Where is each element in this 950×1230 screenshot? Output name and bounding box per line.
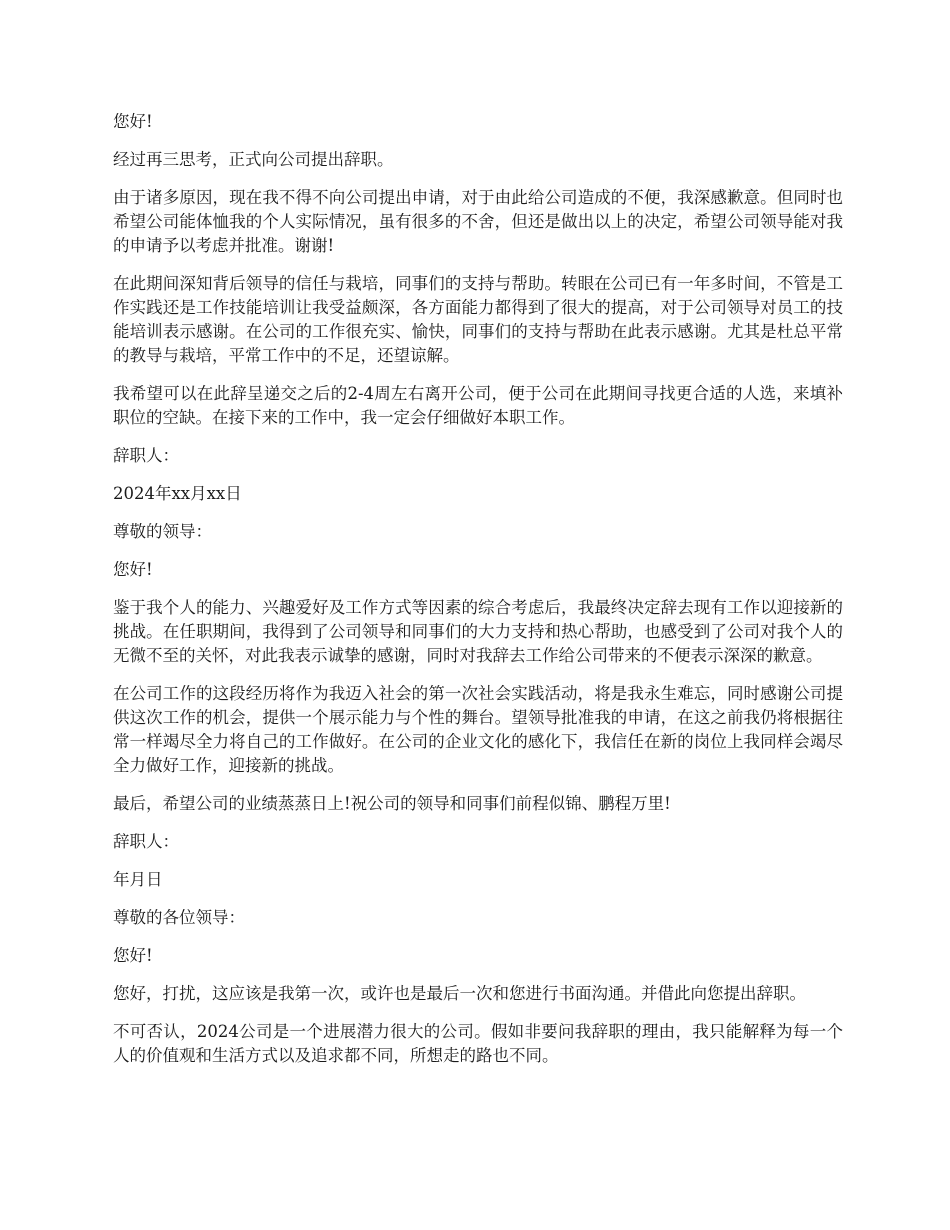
greeting: 您好! bbox=[113, 112, 153, 131]
date-line: 2024年xx月xx日 bbox=[113, 484, 242, 503]
paragraph: 在公司工作的这段经历将作为我迈入社会的第一次社会实践活动，将是我永生难忘，同时感谢公司提供这次工作的机会，提供一个展示能力与个性的舞台。望领导批准我的申请，在这之前我仍将根据往常一样竭尽全力将自己的工作做好。在公司的企业文化的感化下，我信任在新的岗位上我同样会竭尽全力做好工作，迎接新的挑战。 bbox=[113, 684, 843, 775]
paragraph: 您好，打扰，这应该是我第一次，或许也是最后一次和您进行书面沟通。并借此向您提出辞职。 bbox=[113, 984, 806, 1003]
paragraph: 鉴于我个人的能力、兴趣爱好及工作方式等因素的综合考虑后，我最终决定辞去现有工作以迎接新的挑战。在任职期间，我得到了公司领导和同事们的大力支持和热心帮助，也感受到了公司对我个人的无微不至的关怀，对此我表示诚挚的感谢，同时对我辞去工作给公司带来的不便表示深深的歉意。 bbox=[113, 598, 843, 665]
greeting: 您好! bbox=[113, 560, 153, 579]
salutation: 尊敬的领导： bbox=[113, 522, 212, 541]
signature-label: 辞职人： bbox=[113, 446, 179, 465]
paragraph: 最后，希望公司的业绩蒸蒸日上!祝公司的领导和同事们前程似锦、鹏程万里! bbox=[113, 794, 671, 813]
paragraph: 不可否认，2024公司是一个进展潜力很大的公司。假如非要问我辞职的理由，我只能解释为每一个人的价值观和生活方式以及追求都不同，所想走的路也不同。 bbox=[113, 1022, 843, 1065]
signature-label: 辞职人： bbox=[113, 832, 179, 851]
date-line: 年月日 bbox=[113, 870, 163, 889]
greeting: 您好! bbox=[113, 946, 153, 965]
paragraph: 经过再三思考，正式向公司提出辞职。 bbox=[113, 150, 394, 169]
paragraph: 在此期间深知背后领导的信任与栽培，同事们的支持与帮助。转眼在公司已有一年多时间，不管是工作实践还是工作技能培训让我受益颇深，各方面能力都得到了很大的提高，对于公司领导对员工的技能培训表示感谢。在公司的工作很充实、愉快，同事们的支持与帮助在此表示感谢。尤其是杜总平常的教导与栽培，平常工作中的不足，还望谅解。 bbox=[113, 274, 843, 365]
salutation: 尊敬的各位领导： bbox=[113, 908, 245, 927]
paragraph: 我希望可以在此辞呈递交之后的2-4周左右离开公司，便于公司在此期间寻找更合适的人选，来填补职位的空缺。在接下来的工作中，我一定会仔细做好本职工作。 bbox=[113, 384, 843, 427]
paragraph: 由于诸多原因，现在我不得不向公司提出申请，对于由此给公司造成的不便，我深感歉意。但同时也希望公司能体恤我的个人实际情况，虽有很多的不舍，但还是做出以上的决定，希望公司领导能对我的申请予以考虑并批准。谢谢! bbox=[113, 188, 843, 255]
document-body bbox=[113, 110, 843, 1082]
